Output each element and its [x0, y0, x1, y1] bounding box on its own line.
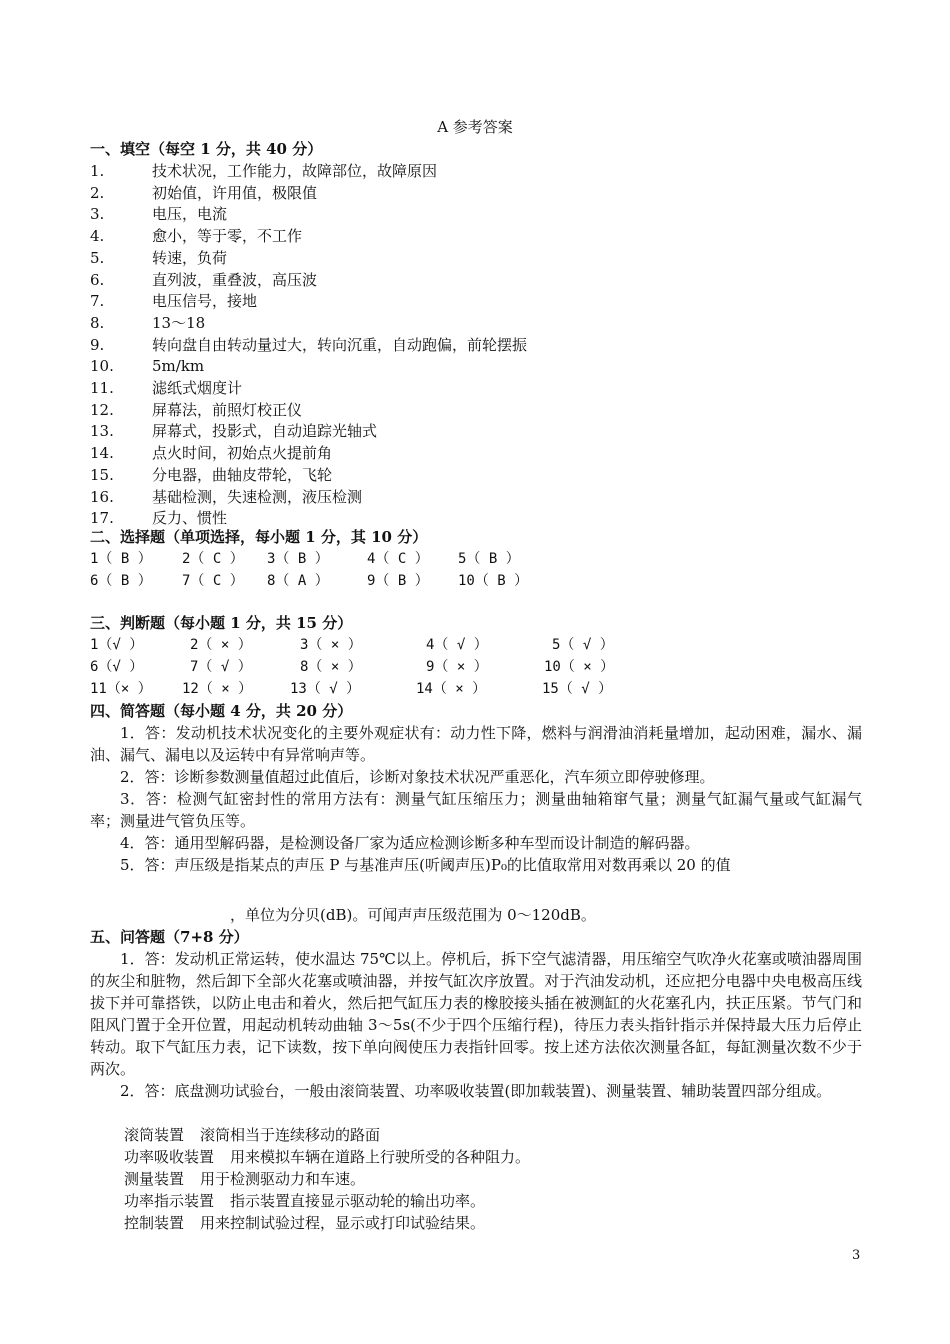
- choice-answer: 3（ B ）: [267, 551, 329, 567]
- item-answer: 转向盘自由转动量过大，转向沉重，自动跑偏，前轮摆振: [152, 335, 528, 354]
- item-number: 17.: [90, 509, 114, 528]
- choice-answer: 8（ A ）: [267, 573, 329, 589]
- item-answer: 13～18: [152, 313, 206, 332]
- page-number: 3: [852, 1248, 861, 1263]
- fill-in-item: [90, 334, 527, 356]
- short-answer-5: 5．答：声压级是指某点的声压 P 与基准声压(听阈声压)P₀的比值取常用对数再乘以 20 的值: [120, 856, 731, 874]
- essay-answer-2: 2．答：底盘测功试验台，一般由滚筒装置、功率吸收装置(即加载装置)、测量装置、辅助装置四部分组成。: [120, 1082, 832, 1100]
- item-number: 4.: [90, 227, 105, 246]
- item-number: 15.: [90, 465, 114, 484]
- item-number: 2.: [90, 183, 105, 202]
- item-answer: 屏幕式，投影式，自动追踪光轴式: [152, 422, 378, 441]
- component-desc: 滚筒相当于连续移动的路面: [200, 1126, 381, 1144]
- item-answer: 屏幕法，前照灯校正仪: [152, 400, 303, 419]
- choice-answer: 5（ B ）: [458, 551, 520, 567]
- fill-in-item: [90, 160, 437, 182]
- judge-answer: 15（ √ ）: [542, 681, 613, 697]
- component-line: [124, 1168, 365, 1190]
- section-2-heading: 二、选择题（单项选择，每小题 1 分，其 10 分）: [90, 528, 428, 546]
- item-number: 5.: [90, 248, 105, 267]
- item-answer: 转速，负荷: [152, 248, 228, 267]
- judge-answer: 6（√ ）: [90, 659, 144, 675]
- item-number: 12.: [90, 400, 114, 419]
- judge-answer: 4（ √ ）: [426, 637, 488, 653]
- component-line: [124, 1146, 530, 1168]
- page-title: A 参考答案: [437, 118, 513, 136]
- short-answer-1: 1．答：发动机技术状况变化的主要外观症状有：动力性下降，燃料与润滑油消耗量增加，起动困难，漏水、漏油、漏气、漏电以及运转中有异常响声等。: [90, 724, 862, 764]
- judge-answer: 3（ × ）: [300, 637, 362, 653]
- item-number: 6.: [90, 270, 105, 289]
- item-number: 1.: [90, 162, 105, 180]
- fill-in-item: [90, 225, 302, 247]
- item-number: 7.: [90, 292, 105, 311]
- choice-answer: 1（ B ）: [90, 551, 152, 567]
- fill-in-item: [90, 464, 332, 486]
- judge-answer: 10（ × ）: [544, 659, 615, 675]
- judge-answer: 12（ × ）: [182, 681, 253, 697]
- essay-answer-1: 1．答：发动机正常运转，使水温达 75℃以上。停机后，拆下空气滤清器，用压缩空气吹净火花塞或喷油器周围的灰尘和脏物，然后卸下全部火花塞或喷油器，并按气缸次序放置。对于汽油发动机，还应把分电器中央电极高压线拔下并可靠搭铁，以防止电击和着火，然后把气缸压力表的橡胶接头插在被测缸的火花塞孔内，扶正压紧。节气门和阻风门置于全开位置，用起动机转动曲轴 3～5s(不少于四个压缩行程)，待压力表头指针指示并保持最大压力后停止转动。取下气缸压力表，记下读数，按下单向阀使压力表指针回零。按上述方法依次测量各缸，每缸测量次数不少于两次。: [90, 950, 862, 1078]
- section-3-heading: 三、判断题（每小题 1 分，共 15 分）: [90, 614, 353, 632]
- short-answer-2: 2．答：诊断参数测量值超过此值后，诊断对象技术状况严重恶化，汽车须立即停驶修理。: [120, 768, 715, 786]
- fill-in-item: [90, 442, 332, 464]
- component-line: [124, 1212, 485, 1234]
- choice-answer: 2（ C ）: [182, 551, 244, 567]
- short-answer-5-cont: ，单位为分贝(dB)。可闻声声压级范围为 0～120dB。: [230, 906, 596, 924]
- component-name: 功率吸收装置: [124, 1148, 215, 1166]
- fill-in-item: [90, 420, 377, 442]
- judge-answer: 13（ √ ）: [290, 681, 361, 697]
- section-4-heading: 四、简答题（每小题 4 分，共 20 分）: [90, 702, 353, 720]
- choice-answer: 9（ B ）: [367, 573, 429, 589]
- fill-in-item: [90, 355, 204, 377]
- fill-in-item: [90, 182, 317, 204]
- judge-answer: 5（ √ ）: [552, 637, 614, 653]
- fill-in-item: [90, 377, 242, 399]
- item-number: 16.: [90, 487, 114, 506]
- judge-answer: 1（√ ）: [90, 637, 144, 653]
- component-line: [124, 1190, 485, 1212]
- judge-answer: 7（ √ ）: [190, 659, 252, 675]
- item-answer: 点火时间，初始点火提前角: [152, 444, 333, 463]
- judge-answer: 14（ × ）: [416, 681, 487, 697]
- choice-answer: 4（ C ）: [367, 551, 429, 567]
- fill-in-item: [90, 247, 227, 269]
- fill-in-item: [90, 486, 362, 508]
- short-answer-4: 4．答：通用型解码器，是检测设备厂家为适应检测诊断多种车型而设计制造的解码器。: [120, 834, 700, 852]
- component-desc: 用来控制试验过程，显示或打印试验结果。: [200, 1214, 486, 1232]
- judge-answer: 2（ × ）: [190, 637, 252, 653]
- judge-answer: 9（ × ）: [426, 659, 488, 675]
- component-name: 功率指示装置: [124, 1192, 215, 1210]
- component-name: 控制装置: [124, 1214, 185, 1232]
- item-number: 9.: [90, 335, 105, 354]
- component-line: [124, 1124, 380, 1146]
- short-answer-3: 3．答：检测气缸密封性的常用方法有：测量气缸压缩压力；测量曲轴箱窜气量；测量气缸漏气量或气缸漏气率；测量进气管负压等。: [90, 790, 862, 830]
- fill-in-item: [90, 269, 317, 291]
- section-1-heading: 一、填空（每空 1 分，共 40 分）: [90, 140, 323, 158]
- item-answer: 愈小，等于零，不工作: [152, 227, 303, 246]
- judge-answer: 11（× ）: [90, 681, 152, 697]
- item-answer: 技术状况，工作能力，故障部位，故障原因: [152, 162, 438, 180]
- item-answer: 基础检测，失速检测，液压检测: [152, 487, 363, 506]
- component-desc: 用于检测驱动力和车速。: [200, 1170, 366, 1188]
- item-number: 11.: [90, 379, 114, 397]
- component-name: 滚筒装置: [124, 1126, 185, 1144]
- item-answer: 5m/km: [152, 357, 205, 376]
- fill-in-item: [90, 203, 227, 225]
- item-number: 13.: [90, 422, 114, 441]
- item-answer: 直列波，重叠波，高压波: [152, 270, 318, 289]
- item-number: 14.: [90, 444, 114, 463]
- fill-in-item: [90, 290, 257, 312]
- item-number: 3.: [90, 205, 105, 224]
- fill-in-item: [90, 312, 205, 334]
- fill-in-item: [90, 399, 302, 421]
- item-answer: 反力、惯性: [152, 509, 228, 528]
- component-name: 测量装置: [124, 1170, 185, 1188]
- item-answer: 电压信号，接地: [152, 292, 258, 311]
- item-answer: 滤纸式烟度计: [152, 379, 243, 397]
- item-answer: 初始值，许用值，极限值: [152, 183, 318, 202]
- component-desc: 指示装置直接显示驱动轮的输出功率。: [230, 1192, 486, 1210]
- choice-answer: 10（ B ）: [458, 573, 529, 589]
- item-answer: 分电器，曲轴皮带轮，飞轮: [152, 465, 333, 484]
- item-answer: 电压，电流: [152, 205, 228, 224]
- component-desc: 用来模拟车辆在道路上行驶所受的各种阻力。: [230, 1148, 531, 1166]
- section-5-heading: 五、问答题（7+8 分）: [90, 928, 249, 946]
- judge-answer: 8（ × ）: [300, 659, 362, 675]
- item-number: 8.: [90, 313, 105, 332]
- choice-answer: 7（ C ）: [182, 573, 244, 589]
- choice-answer: 6（ B ）: [90, 573, 152, 589]
- item-number: 10.: [90, 357, 114, 376]
